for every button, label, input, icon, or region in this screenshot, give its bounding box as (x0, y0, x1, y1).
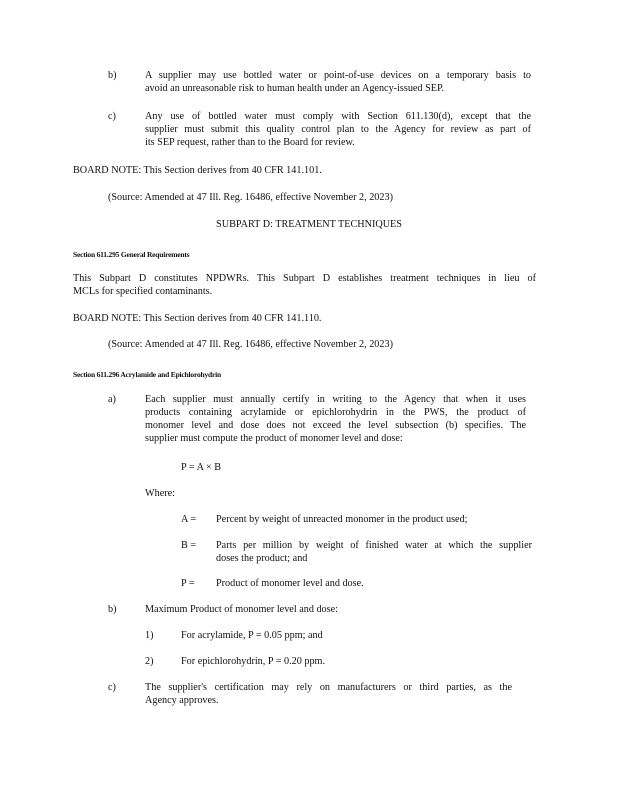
item-c-text (145, 110, 531, 149)
section-296-item-a-line-1: Each supplier must annually certify in writing to the Agency that when it uses (145, 394, 526, 405)
where-label: Where: (145, 488, 175, 499)
section-295-line-1: This Subpart D constitutes NPDWRs. This Subpart D establishes treatment techniques in lieu of (73, 273, 536, 284)
section-295-line-2: MCLs for specified contaminants. (73, 286, 213, 297)
subpart-heading: SUBPART D: TREATMENT TECHNIQUES (216, 219, 402, 230)
subitem-2-label: 2) (145, 656, 154, 667)
section-295-heading: Section 611.295 General Requirements (73, 250, 190, 259)
section-296-item-a-text (145, 393, 526, 445)
item-c-line-3: its SEP request, rather than to the Board for review. (145, 137, 355, 148)
section-296-heading: Section 611.296 Acrylamide and Epichlorohydrin (73, 370, 221, 379)
source-note-2: (Source: Amended at 47 Ill. Reg. 16486, effective November 2, 2023) (108, 339, 393, 350)
section-296-item-a-line-2: products containing acrylamide or epichlorohydrin in the PWS, the product of (145, 407, 526, 418)
section-296-item-c-line-2: Agency approves. (145, 695, 219, 706)
subitem-1-text: For acrylamide, P = 0.05 ppm; and (181, 630, 323, 641)
definition-b-text (216, 539, 532, 565)
item-b-text (145, 69, 531, 95)
definition-b-line-1: Parts per million by weight of finished water at which the supplier (216, 540, 532, 551)
section-296-item-c-text (145, 681, 512, 707)
definition-p-text: Product of monomer level and dose. (216, 578, 364, 589)
subitem-2-text: For epichlorohydrin, P = 0.20 ppm. (181, 656, 326, 667)
formula: P = A × B (181, 462, 221, 473)
section-295-body (73, 272, 536, 298)
section-296-item-c-label: c) (108, 682, 116, 693)
board-note-1: BOARD NOTE: This Section derives from 40 CFR 141.101. (73, 165, 322, 176)
item-c-label: c) (108, 111, 116, 122)
definition-p-term: P = (181, 578, 195, 589)
section-296-item-a-line-4: supplier must compute the product of monomer level and dose: (145, 433, 403, 444)
item-c-line-2: supplier must submit this quality control plan to the Agency for review as part of (145, 124, 531, 135)
section-296-item-a-label: a) (108, 394, 116, 405)
section-296-item-b-intro: Maximum Product of monomer level and dose: (145, 604, 338, 615)
board-note-2: BOARD NOTE: This Section derives from 40 CFR 141.110. (73, 313, 322, 324)
subitem-1-label: 1) (145, 630, 154, 641)
item-b-label: b) (108, 70, 117, 81)
item-c-line-1: Any use of bottled water must comply with Section 611.130(d), except that the (145, 111, 531, 122)
definition-b-term: B = (181, 540, 197, 551)
source-note-1: (Source: Amended at 47 Ill. Reg. 16486, effective November 2, 2023) (108, 192, 393, 203)
section-296-item-b-label: b) (108, 604, 117, 615)
section-296-item-c-line-1: The supplier's certification may rely on manufacturers or third parties, as the (145, 682, 512, 693)
definition-a-text: Percent by weight of unreacted monomer in the product used; (216, 514, 468, 525)
section-296-item-a-line-3: monomer level and dose does not exceed the level subsection (b) specifies. The (145, 420, 526, 431)
item-b-line-1: A supplier may use bottled water or point-of-use devices on a temporary basis to (145, 70, 531, 81)
item-b-line-2: avoid an unreasonable risk to human health under an Agency-issued SEP. (145, 83, 445, 94)
definition-b-line-2: doses the product; and (216, 553, 308, 564)
definition-a-term: A = (181, 514, 197, 525)
